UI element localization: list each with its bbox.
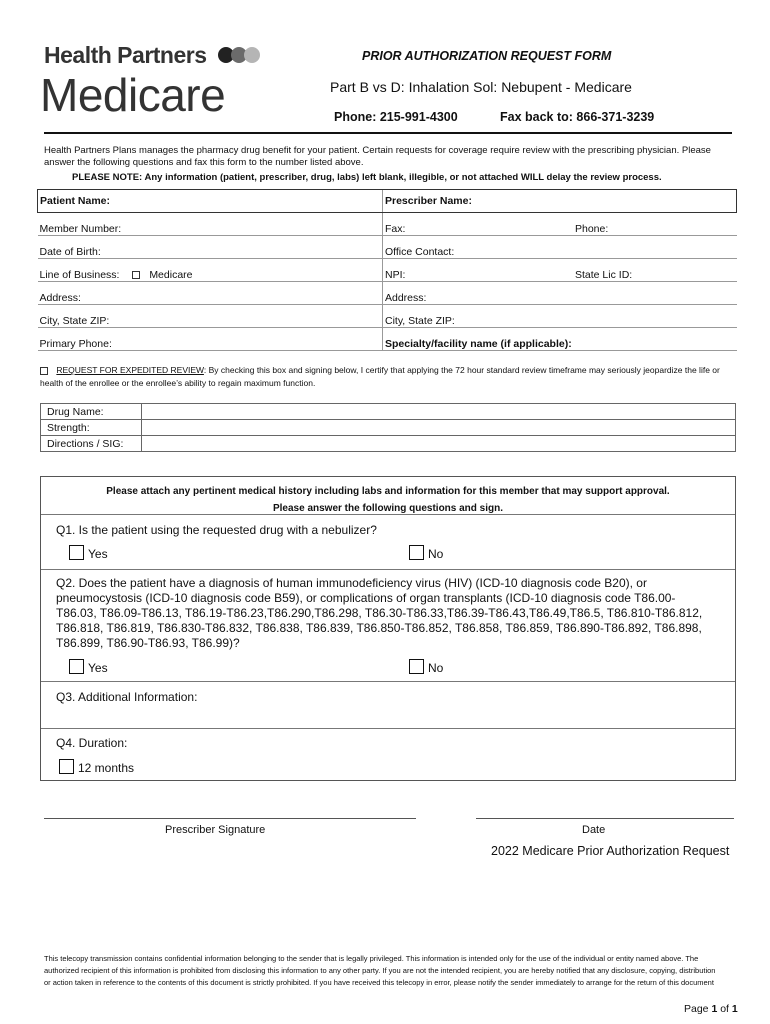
questions-divider	[41, 728, 735, 729]
q1-yes-option[interactable]	[69, 545, 108, 561]
drug-name-input[interactable]	[142, 404, 736, 420]
q2-no-checkbox[interactable]	[409, 659, 424, 674]
signature-line[interactable]	[44, 818, 416, 819]
questions-divider	[41, 514, 735, 515]
date-line[interactable]	[476, 818, 734, 819]
questions-divider	[41, 681, 735, 682]
logo-dot-icon	[244, 47, 260, 63]
strength-label: Strength:	[41, 420, 142, 436]
attach-instructions	[41, 483, 735, 517]
phone-number: Phone: 215-991-4300	[334, 110, 458, 124]
q1-yes-checkbox[interactable]	[69, 545, 84, 560]
attach-line-1: Please attach any pertinent medical history including labs and information for this member that may support approval.	[106, 486, 670, 497]
primary-phone-field[interactable]: Primary Phone:	[38, 328, 383, 351]
fax-number: Fax back to: 866-371-3239	[500, 110, 655, 124]
patient-address-field[interactable]: Address:	[38, 282, 383, 305]
logo-medicare: Medicare	[40, 69, 226, 121]
question-3: Q3. Additional Information:	[56, 690, 198, 704]
state-lic-field[interactable]: State Lic ID:	[575, 269, 633, 281]
logo-health-partners	[44, 42, 260, 69]
q1-no-label: No	[428, 547, 444, 561]
attach-line-2: Please answer the following questions and sign.	[272, 503, 504, 514]
page-number	[684, 1003, 738, 1015]
question-4: Q4. Duration:	[56, 736, 128, 750]
form-subtitle: Part B vs D: Inhalation Sol: Nebupent - Medicare	[330, 79, 632, 95]
prescriber-fax-phone-row	[383, 213, 737, 236]
npi-field[interactable]: NPI:	[385, 269, 406, 281]
prescriber-city-field[interactable]: City, State ZIP:	[383, 305, 737, 328]
form-title: PRIOR AUTHORIZATION REQUEST FORM	[362, 49, 612, 63]
prescriber-signature-label: Prescriber Signature	[165, 824, 266, 836]
expedited-review	[40, 364, 740, 390]
form-footer-title: 2022 Medicare Prior Authorization Request	[491, 844, 730, 858]
q2-yes-label: Yes	[88, 661, 108, 675]
expedited-label: REQUEST FOR EXPEDITED REVIEW	[56, 365, 204, 375]
page-sep: of	[717, 1003, 732, 1015]
date-of-birth-field[interactable]: Date of Birth:	[38, 236, 383, 259]
question-2: Q2. Does the patient have a diagnosis of human immunodeficiency virus (HIV) (ICD-10 diagnosis code B20), or pneumocystosis (ICD-10 diagnosis code B59), or complications of organ transplants (ICD-10 diagnosis code T86.00-T86.03, T86.09-T86.13, T86.19-T86.23,T86.290,T86.298, T86.30-T86.33,T86.39-T86.43,T86.49,T86.5, T86.810-T86.812, T86.818, T86.819, T86.830-T86.832, T86.838, T86.839, T86.850-T86.852, T86.858, T86.859, T86.890-T86.892, T86.898, T86.899, T86.90-T86.93, T86.99)?	[56, 576, 703, 650]
patient-city-field[interactable]: City, State ZIP:	[38, 305, 383, 328]
prescriber-name-field[interactable]: Prescriber Name:	[383, 190, 737, 213]
duration-checkbox[interactable]	[59, 759, 74, 774]
intro-text: Health Partners Plans manages the pharmacy drug benefit for your patient. Certain requests for coverage require review with the prescribing physician. Please answer the following questions and fax this form to the number listed above.	[44, 145, 711, 168]
expedited-text: : By checking this box and signing below, I certify that applying the 72 hour standard review timeframe may seriously jeopardize the life or health of the enrollee or the enrollee’s ability to regain maximum function.	[40, 365, 720, 388]
medicare-checkbox[interactable]	[132, 271, 140, 279]
prescriber-address-field[interactable]: Address:	[383, 282, 737, 305]
confidentiality-disclaimer: This telecopy transmission contains confidential information belonging to the sender that is legally privileged. This information is intended only for the use of the individual or entity named above. The authorized recipient of this information is prohibited from disclosing this information to any other party. If you are not the intended recipient, you are hereby notified that any disclosure, copying, distribution or action taken in reference to the contents of this document is strictly prohibited. If you have received this telecopy in error, please notify the sender immediately to arrange for the return of this document	[44, 954, 716, 987]
questions-divider	[41, 569, 735, 570]
drug-table	[40, 403, 736, 452]
prescriber-fax-field[interactable]: Fax:	[385, 223, 406, 235]
page-prefix: Page	[684, 1003, 712, 1015]
page-current: 1	[711, 1003, 718, 1015]
expedited-checkbox[interactable]	[40, 367, 48, 375]
q1-yes-label: Yes	[88, 547, 108, 561]
page-total: 1	[731, 1003, 738, 1015]
patient-name-field[interactable]: Patient Name:	[38, 190, 383, 213]
q1-no-checkbox[interactable]	[409, 545, 424, 560]
q2-no-option[interactable]	[409, 659, 443, 675]
q2-no-label: No	[428, 661, 444, 675]
line-of-business-row	[38, 259, 383, 282]
questions-section	[40, 476, 736, 781]
q1-no-option[interactable]	[409, 545, 443, 561]
strength-input[interactable]	[142, 420, 736, 436]
patient-prescriber-table	[37, 189, 737, 351]
duration-option[interactable]	[59, 759, 134, 775]
line-of-business-label: Line of Business:	[39, 269, 120, 281]
q2-yes-checkbox[interactable]	[69, 659, 84, 674]
office-contact-field[interactable]: Office Contact:	[383, 236, 737, 259]
prescriber-phone-field[interactable]: Phone:	[575, 223, 609, 235]
directions-label: Directions / SIG:	[41, 436, 142, 452]
drug-name-label: Drug Name:	[41, 404, 142, 420]
duration-label: 12 months	[78, 761, 135, 775]
directions-input[interactable]	[142, 436, 736, 452]
question-1: Q1. Is the patient using the requested drug with a nebulizer?	[56, 523, 377, 537]
medicare-option-label: Medicare	[149, 269, 193, 281]
logo-dots-icon	[218, 47, 260, 63]
q2-yes-option[interactable]	[69, 659, 108, 675]
logo-top-text: Health Partners	[44, 42, 207, 68]
specialty-field[interactable]: Specialty/facility name (if applicable):	[383, 328, 737, 351]
date-label: Date	[582, 824, 606, 836]
please-note: PLEASE NOTE: Any information (patient, prescriber, drug, labs) left blank, illegible, or not attached WILL delay the review process.	[72, 172, 662, 183]
member-number-field[interactable]: Member Number:	[38, 213, 383, 236]
npi-lic-row	[383, 259, 737, 282]
header-divider	[44, 132, 732, 134]
